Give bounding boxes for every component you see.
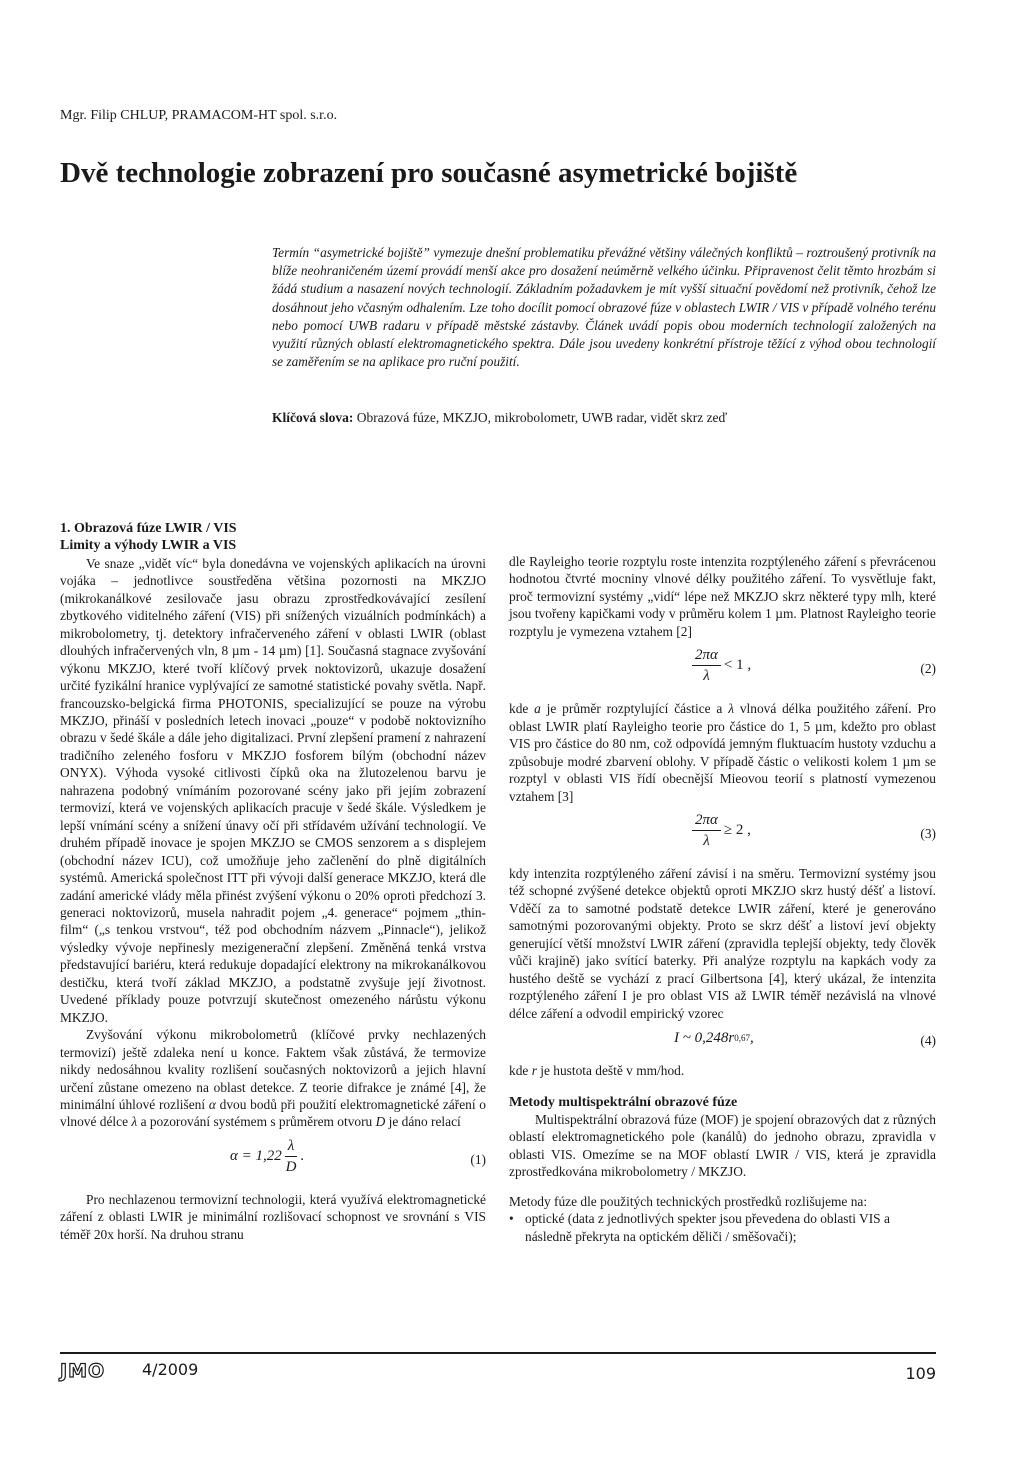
subsection-heading: Limity a výhody LWIR a VIS [60, 538, 237, 554]
paragraph: Pro nechlazenou termovizní technologii, která využívá elektromagnetické záření z oblasti LWIR je minimální rozlišovací schopnost ve srovnání s VIS téměř 20x horší. Na druhou stranu [60, 1191, 486, 1242]
subsection-heading: Metody multispektrální obrazové fúze [509, 1094, 738, 1110]
paragraph-text: je dáno relací [385, 1114, 461, 1130]
issue-number: 4/2009 [142, 1360, 199, 1379]
equation-2 [509, 644, 936, 694]
journal-logo: JMO [60, 1360, 106, 1382]
paragraph [60, 1026, 486, 1131]
paragraph-text: a pozorování systémem s průměrem otvoru [137, 1114, 373, 1130]
paragraph-text: Zvyšování výkonu mikrobolometrů (klíčové prvky nechlazených termovizí) ještě zdaleka není u konce. Faktem však zůstává, že termovize nikdy nedosáhnou kvality rozlišení současných noktovizorů a jejich hlavní určení zůstane omezeno na oblast detekce. Z teorie difrakce je známé [4], že minimální úhlové rozlišení [60, 1027, 486, 1112]
footer-rule [60, 1352, 936, 1354]
equation-relation: ≥ 2 , [723, 821, 751, 838]
paragraph [509, 1062, 936, 1079]
section-heading: 1. Obrazová fúze LWIR / VIS [60, 521, 237, 536]
paragraph-text: je hustota deště v mm/hod. [536, 1063, 685, 1079]
equation-number: (4) [920, 1033, 936, 1049]
fraction-denominator: λ [703, 668, 710, 685]
fraction-numerator: 2πα [692, 811, 721, 831]
paragraph-text: je průměr rozptylující částice a [540, 701, 729, 717]
fraction-denominator: D [285, 1158, 297, 1175]
equation-fraction [285, 1137, 298, 1176]
keywords-label: Klíčová slova: [272, 410, 354, 425]
equation-4 [509, 1026, 936, 1056]
equation-exponent: 0,67 [734, 1033, 750, 1044]
symbol-lambda: λ [131, 1114, 138, 1130]
equation-fraction [692, 811, 721, 850]
paragraph: dle Rayleigho teorie rozptylu roste intenzita rozptýleného záření s převrácenou hodnotou čtvrté mocniny vlnové délky použitého záření. To vysvětluje fakt, proč termovizní systémy „vidí“ lépe než MKZJO skrz některé typy mlh, které jsou tvořeny kapičkami vody v průměru kolem 1 µm. Platnost Rayleigho teorie rozptylu je vymezena vztahem [2] [509, 554, 936, 639]
fraction-numerator: λ [285, 1137, 298, 1157]
article-title: Dvě technologie zobrazení pro současné asymetrické bojiště [60, 157, 798, 189]
symbol-d: D [375, 1114, 386, 1130]
equation-tail: , [749, 1030, 754, 1047]
paragraph-text: kde [509, 701, 535, 717]
paragraph-text: dvou bodů při použití elektromagnetické záření o vlnové délce [60, 1096, 486, 1130]
equation-3 [509, 809, 936, 859]
paragraph [509, 700, 936, 805]
symbol-lambda: λ [728, 701, 735, 717]
symbol-a: a [534, 701, 541, 717]
equation-number: (1) [470, 1151, 486, 1167]
bullet-list [509, 1210, 936, 1245]
equation-tail: . [300, 1147, 304, 1164]
equation-fraction [692, 646, 721, 685]
keywords [272, 409, 936, 427]
equation-number: (3) [920, 825, 936, 841]
author-line: Mgr. Filip CHLUP, PRAMACOM-HT spol. s.r.o. [60, 108, 338, 123]
symbol-alpha: α [208, 1096, 216, 1112]
symbol-r: r [531, 1063, 537, 1079]
list-item: • optické (data z jednotlivých spekter jsou převedena do oblasti VIS a následně překryta na optickém děliči / směšovači); [509, 1210, 936, 1245]
equation-1 [60, 1135, 486, 1185]
paragraph: Metody fúze dle použitých technických prostředků rozlišujeme na: [509, 1193, 868, 1209]
right-column [509, 553, 936, 1245]
keywords-text: Obrazová fúze, MKZJO, mikrobolometr, UWB radar, vidět skrz zeď [353, 410, 728, 425]
paragraph-text: kde [509, 1063, 532, 1079]
fraction-numerator: 2πα [692, 646, 721, 666]
paragraph: Multispektrální obrazová fúze (MOF) je spojení obrazových dat z různých oblastí elektromagnetického pole (kanálů) do jednoho obrazu, zpravidla v oblasti VIS. Omezíme se na MOF oblastí LWIR / VIS, která je zpravidla zprostředkována mikrobolometry / MKZJO. [509, 1111, 936, 1180]
equation-lhs: α = 1,22 [230, 1147, 282, 1164]
paragraph: kdy intenzita rozptýleného záření závisí i na směru. Termovizní systémy jsou též schopné zvýšené detekce objektů oproti MKZJO skrz hustý déšť a listoví. Vděčí za to samotné podstatě detekce LWIR záření, které je generováno samotnými pozorovanými objekty. Proto se skrz déšť a listoví jeví objekty generující větší množství LWIR záření (zpravidla teplejší objekty, tedy člověk vůči krajině) jako svítící baterky. Při analýze rozptylu na kapkách vody za hustého deště se vychází z prací Gilbertsona [4], který ukázal, že intenzita rozptýleného záření I je pro oblast VIS až LWIR téměř nezávislá na vlnové délce záření a odvodil empirický vzorec [509, 865, 936, 1021]
fraction-denominator: λ [703, 832, 710, 849]
abstract: Termín “asymetrické bojiště” vymezuje dnešní problematiku převážné většiny válečných konfliktů – roztroušený protivník na blíže neohraničeném území provádí menší akce pro dosažení neúměrně velkého účinku. Připravenost čelit těmto hrozbám si žádá studium a nasazení nových technologií. Základním požadavkem je mít vyšší situační povědomí než protivník, čehož lze dosáhnout jeho včasným odhalením. Lze toho docílit pomocí obrazové fúze v oblastech LWIR / VIS v případě volného terénu nebo pomocí UWB radaru v případě městské zástavby. Článek uvádí popis obou moderních technologií založených na využití různých oblastí elektromagnetického spektra. Dále jsou uvedeny konkrétní přístroje těžící z výhod obou technologií se zaměřením se na aplikace pro ruční použití. [272, 245, 936, 370]
paragraph-text: vlnová délka použitého záření. Pro oblast LWIR platí Rayleigho teorie pro částice do 1, 5 µm, kdežto pro oblast VIS pro částice do 80 nm, což odpovídá jemným fluktuacím hustoty vzduchu a způsobuje modré zbarvení oblohy. V případě částic o velikosti kolem 1 µm se rozptyl v oblasti VIS řídí obecnější Mieovou teorií s platností vymezenou vztahem [3] [509, 701, 937, 804]
equation-lhs: I ~ 0,248r [674, 1030, 735, 1047]
equation-relation: < 1 , [723, 657, 752, 674]
left-column [60, 520, 486, 1243]
paragraph: Ve snaze „vidět víc“ byla donedávna ve vojenských aplikacích na úrovni vojáka – jednotlivce soustředěna většina pozornosti na MKZJO (mikrokanálkové zesilovače jasu obrazu zprostředkovávající zesílení zbytkového viditelného záření (VIS) při snížených vizuálních podmínkách) a mikrobolometry, tj. detektory infračerveného záření v oblasti LWIR (oblast dlouhých infračervených vln, 8 µm - 14 µm) [1]. Současná stagnace zvyšování výkonu MKZJO, které tvoří klíčový prvek noktovizorů, ukazuje dosažení určité fyzikální hranice vyplývající ze samotné statistické povahy světla. Např. francouzsko-belgická firma PHOTONIS, specializující se pouze na výrobu MKZJO, přináší v posledních letech inovaci „pouze“ v podobě noktovizního obrazu v šedé škále a dále jeho digitalizaci. První zlepšení pramení z nahrazení tradičního zeleného fosforu v MKZJO fosforem bílým (obchodní název ONYX). Výhoda vysoké citlivosti čípků oka na žlutozelenou barvu je nahrazena podobný vnímáním pozorované scény jako při jejím zobrazení termovizí, která ve vojenských aplikacích pracuje v šedé škále. Výsledkem je lepší vnímání scény a snížení únavy očí při střídavém užívání technologií. Ve druhém případě inovace je spojen MKZJO se CMOS senzorem a s displejem (obchodní název ICU), což umožňuje jeho začlenění do plně digitálních systémů. Americká společnost ITT při vývoji další generace MKZJO, která dle zadání americké vlády měla přinést zvýšení výkonu o 20% oproti předchozí 3. generaci noktovizorů, musela nahradit pojem „4. generace“ pojmem „thin-film“ („s tenkou vrstvou“, též pod obchodním názvem „Pinnacle“), jelikož výsledky vývoje nepřinesly mezigenerační zlepšení. Změněná tenká vrstva představující bariéru, která redukuje dopadající elektrony na mikrokanálkovou destičku, která tvoří základ MKZJO, a podstatně zvyšuje její životnost. Uvedené příklady pouze potvrzují skutečnost omezeného nárůstu výkonu MKZJO. [60, 555, 486, 1025]
equation-number: (2) [920, 661, 936, 677]
page-number: 109 [905, 1364, 936, 1383]
